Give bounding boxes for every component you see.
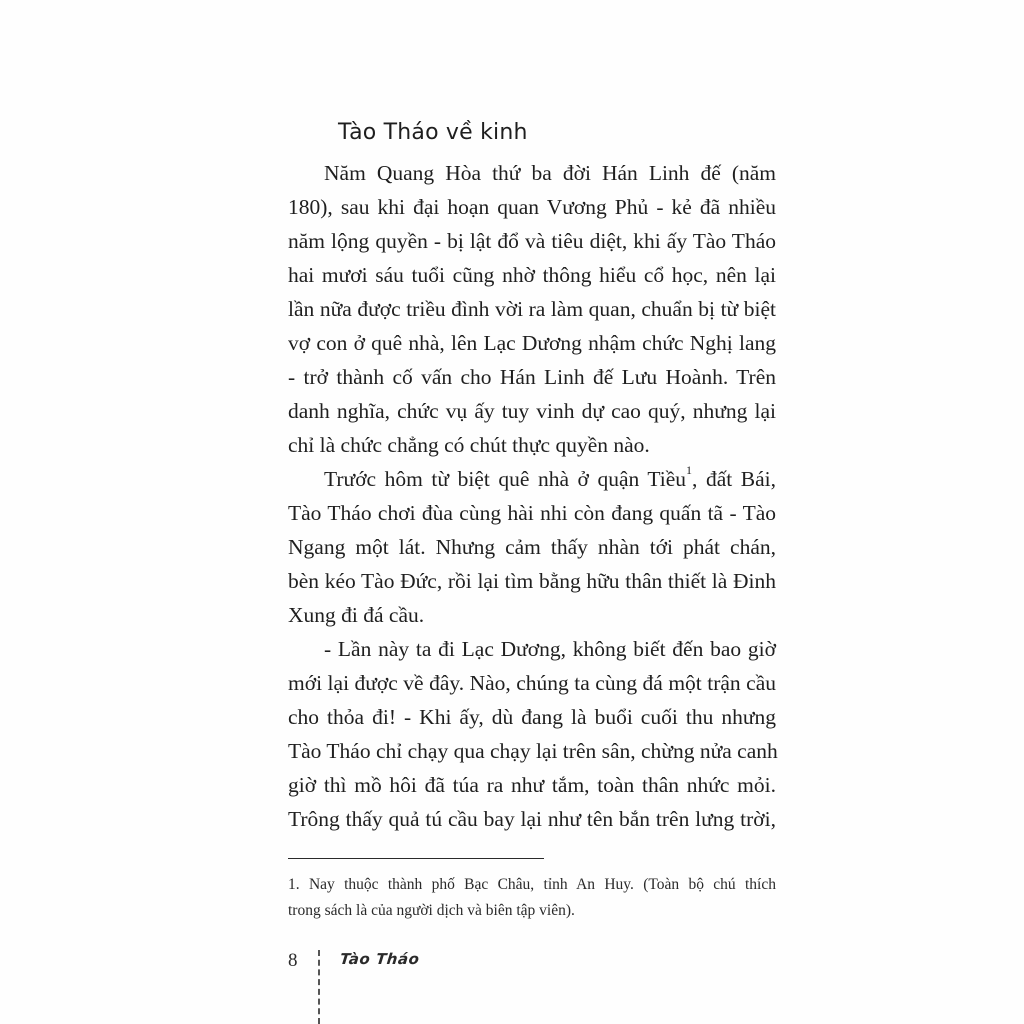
- body-line: mới lại được về đây. Nào, chúng ta cùng đá một trận cầu: [288, 671, 776, 695]
- page-number: 8: [288, 950, 298, 971]
- body-line: hai mươi sáu tuổi cũng nhờ thông hiểu cổ học, nên lại: [288, 263, 776, 287]
- body-line: vợ con ở quê nhà, lên Lạc Dương nhậm chức Nghị lang: [288, 331, 776, 355]
- body-line: năm lộng quyền - bị lật đổ và tiêu diệt, khi ấy Tào Tháo: [288, 229, 776, 253]
- footnote-divider: [288, 858, 544, 859]
- body-line: Năm Quang Hòa thứ ba đời Hán Linh đế (năm: [324, 161, 776, 185]
- footer-divider: [318, 950, 320, 1024]
- body-line: Tào Tháo chỉ chạy qua chạy lại trên sân, chừng nửa canh: [288, 739, 778, 763]
- body-line: danh nghĩa, chức vụ ấy tuy vinh dự cao quý, nhưng lại: [288, 399, 776, 423]
- body-line: 180), sau khi đại hoạn quan Vương Phủ - kẻ đã nhiều: [288, 195, 776, 219]
- body-line: Trông thấy quả tú cầu bay lại như tên bắn trên lưng trời,: [288, 807, 776, 831]
- body-line: cho thỏa đi! - Khi ấy, dù đang là buổi cuối thu nhưng: [288, 705, 776, 729]
- body-line-text: , đất Bái,: [692, 467, 776, 491]
- body-line: Ngang một lát. Nhưng cảm thấy nhàn tới phát chán,: [288, 535, 776, 559]
- running-title: Tào Tháo: [339, 950, 421, 968]
- footnote-text: 1. Nay thuộc thành phố Bạc Châu, tỉnh An Huy. (Toàn bộ chú thích: [288, 876, 776, 893]
- body-line: bèn kéo Tào Đức, rồi lại tìm bằng hữu thân thiết là Đinh: [288, 569, 776, 593]
- body-line: lần nữa được triều đình vời ra làm quan, chuẩn bị từ biệt: [288, 297, 776, 321]
- body-line: giờ thì mồ hôi đã túa ra như tắm, toàn thân nhức mỏi.: [288, 773, 776, 797]
- body-line-text: Trước hôm từ biệt quê nhà ở quận Tiều: [324, 467, 687, 491]
- body-line: chỉ là chức chẳng có chút thực quyền nào.: [288, 433, 650, 457]
- section-heading: Tào Tháo về kinh: [338, 120, 528, 145]
- body-line-with-footnote-ref: [324, 462, 776, 496]
- footnote-reference[interactable]: 1: [686, 463, 693, 477]
- body-line: - Lần này ta đi Lạc Dương, không biết đến bao giờ: [324, 637, 776, 661]
- body-line: Xung đi đá cầu.: [288, 603, 425, 627]
- body-line: Tào Tháo chơi đùa cùng hài nhi còn đang quấn tã - Tào: [288, 501, 776, 525]
- footnote-text: trong sách là của người dịch và biên tập viên).: [288, 902, 575, 919]
- body-line: - trở thành cố vấn cho Hán Linh đế Lưu Hoành. Trên: [288, 365, 776, 389]
